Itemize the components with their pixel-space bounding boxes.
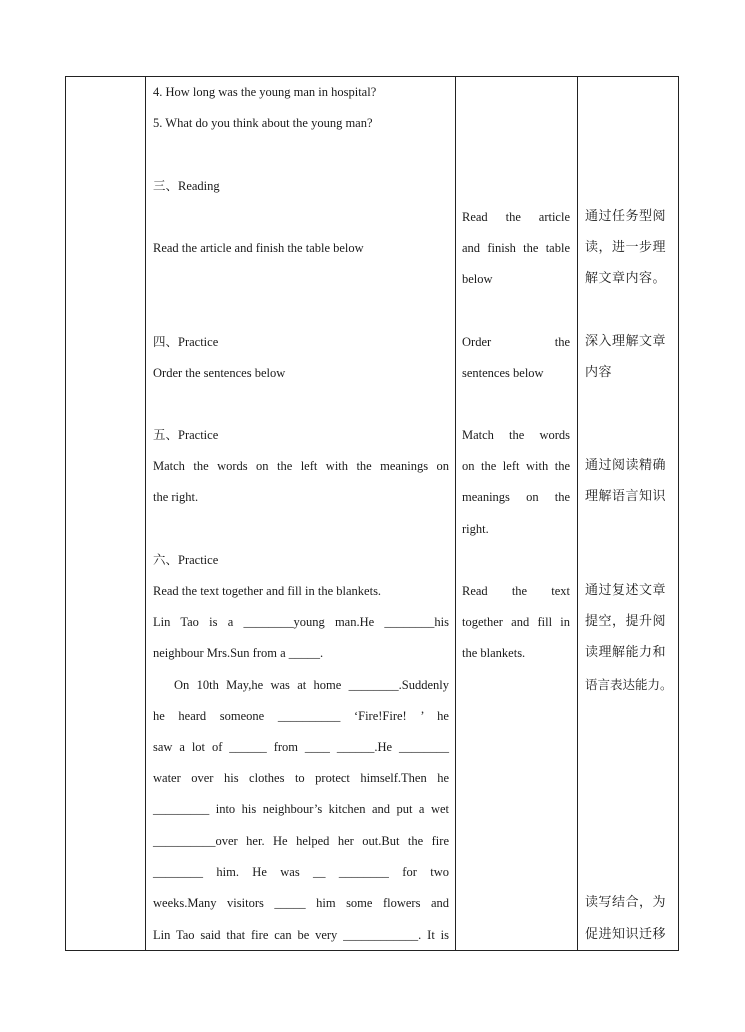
cloze-line-4: he heard someone __________ ‘Fire!Fire! ’ he	[153, 709, 449, 723]
intent-fill-line-1: 通过复述文章	[585, 583, 667, 598]
intent-writing-line-2: 促进知识迁移	[585, 927, 667, 942]
intent-writing-line-1: 读写结合，为	[585, 895, 667, 910]
activity-reading-line-1: Read the article	[462, 210, 570, 224]
section-heading-practice-6: 六、Practice	[153, 553, 219, 567]
order-instruction: Order the sentences below	[153, 366, 286, 380]
activity-fill-line-3: the blankets.	[462, 646, 526, 660]
table-border-col2	[455, 76, 456, 951]
reading-instruction: Read the article and finish the table below	[153, 241, 364, 255]
match-instruction-line-2: the right.	[153, 490, 199, 504]
activity-match-line-2: on the left with the	[462, 459, 570, 473]
match-instruction-line-1: Match the words on the left with the meanings on	[153, 459, 449, 473]
table-bottom-border	[65, 950, 679, 951]
intent-match-line-1: 通过阅读精确	[585, 458, 667, 473]
activity-fill-line-2: together and fill in	[462, 615, 570, 629]
cloze-line-11: Lin Tao said that fire can be very ____________. It is	[153, 928, 449, 942]
activity-match-line-4: right.	[462, 522, 489, 536]
intent-reading-line-1: 通过任务型阅	[585, 209, 667, 224]
question-4: 4. How long was the young man in hospital?	[153, 85, 377, 99]
intent-fill-line-2: 提空，提升阅	[585, 614, 667, 629]
intent-fill-line-3: 读理解能力和	[585, 645, 667, 660]
intent-reading-line-3: 解文章内容。	[585, 271, 667, 286]
activity-order-line-1: Order the	[462, 335, 570, 349]
activity-match-line-1: Match the words	[462, 428, 570, 442]
cloze-line-9: ________ him. He was __ ________ for two	[153, 865, 449, 879]
activity-match-line-3: meanings on the	[462, 490, 570, 504]
intent-order-line-1: 深入理解文章	[585, 334, 667, 349]
table-border-col1	[145, 76, 146, 951]
cloze-line-5: saw a lot of ______ from ____ ______.He ________	[153, 740, 449, 754]
intent-reading-line-2: 读，进一步理	[585, 240, 667, 255]
table-top-border	[65, 76, 679, 77]
section-heading-practice-4: 四、Practice	[153, 335, 219, 349]
cloze-line-2: neighbour Mrs.Sun from a _____.	[153, 646, 324, 660]
cloze-line-7: _________ into his neighbour’s kitchen and put a wet	[153, 802, 449, 816]
cloze-line-6: water over his clothes to protect himself.Then he	[153, 771, 449, 785]
table-border-col3	[577, 76, 578, 951]
fill-instruction: Read the text together and fill in the blankets.	[153, 584, 382, 598]
table-border-left	[65, 76, 66, 951]
cloze-line-3: On 10th May,he was at home ________.Suddenly	[174, 678, 449, 692]
section-heading-reading: 三、Reading	[153, 179, 220, 193]
question-5: 5. What do you think about the young man?	[153, 116, 373, 130]
intent-order-line-2: 内容	[585, 365, 613, 380]
table-border-right	[678, 76, 679, 951]
cloze-line-8: __________over her. He helped her out.But the fire	[153, 834, 449, 848]
activity-order-line-2: sentences below	[462, 366, 544, 380]
intent-fill-line-4: 语言表达能力。	[585, 677, 673, 692]
activity-fill-line-1: Read the text	[462, 584, 570, 598]
activity-reading-line-3: below	[462, 272, 493, 286]
section-heading-practice-5: 五、Practice	[153, 428, 219, 442]
activity-reading-line-2: and finish the table	[462, 241, 570, 255]
cloze-line-1: Lin Tao is a ________young man.He ________his	[153, 615, 449, 629]
intent-match-line-2: 理解语言知识	[585, 489, 667, 504]
cloze-line-10: weeks.Many visitors _____ him some flowers and	[153, 896, 449, 910]
